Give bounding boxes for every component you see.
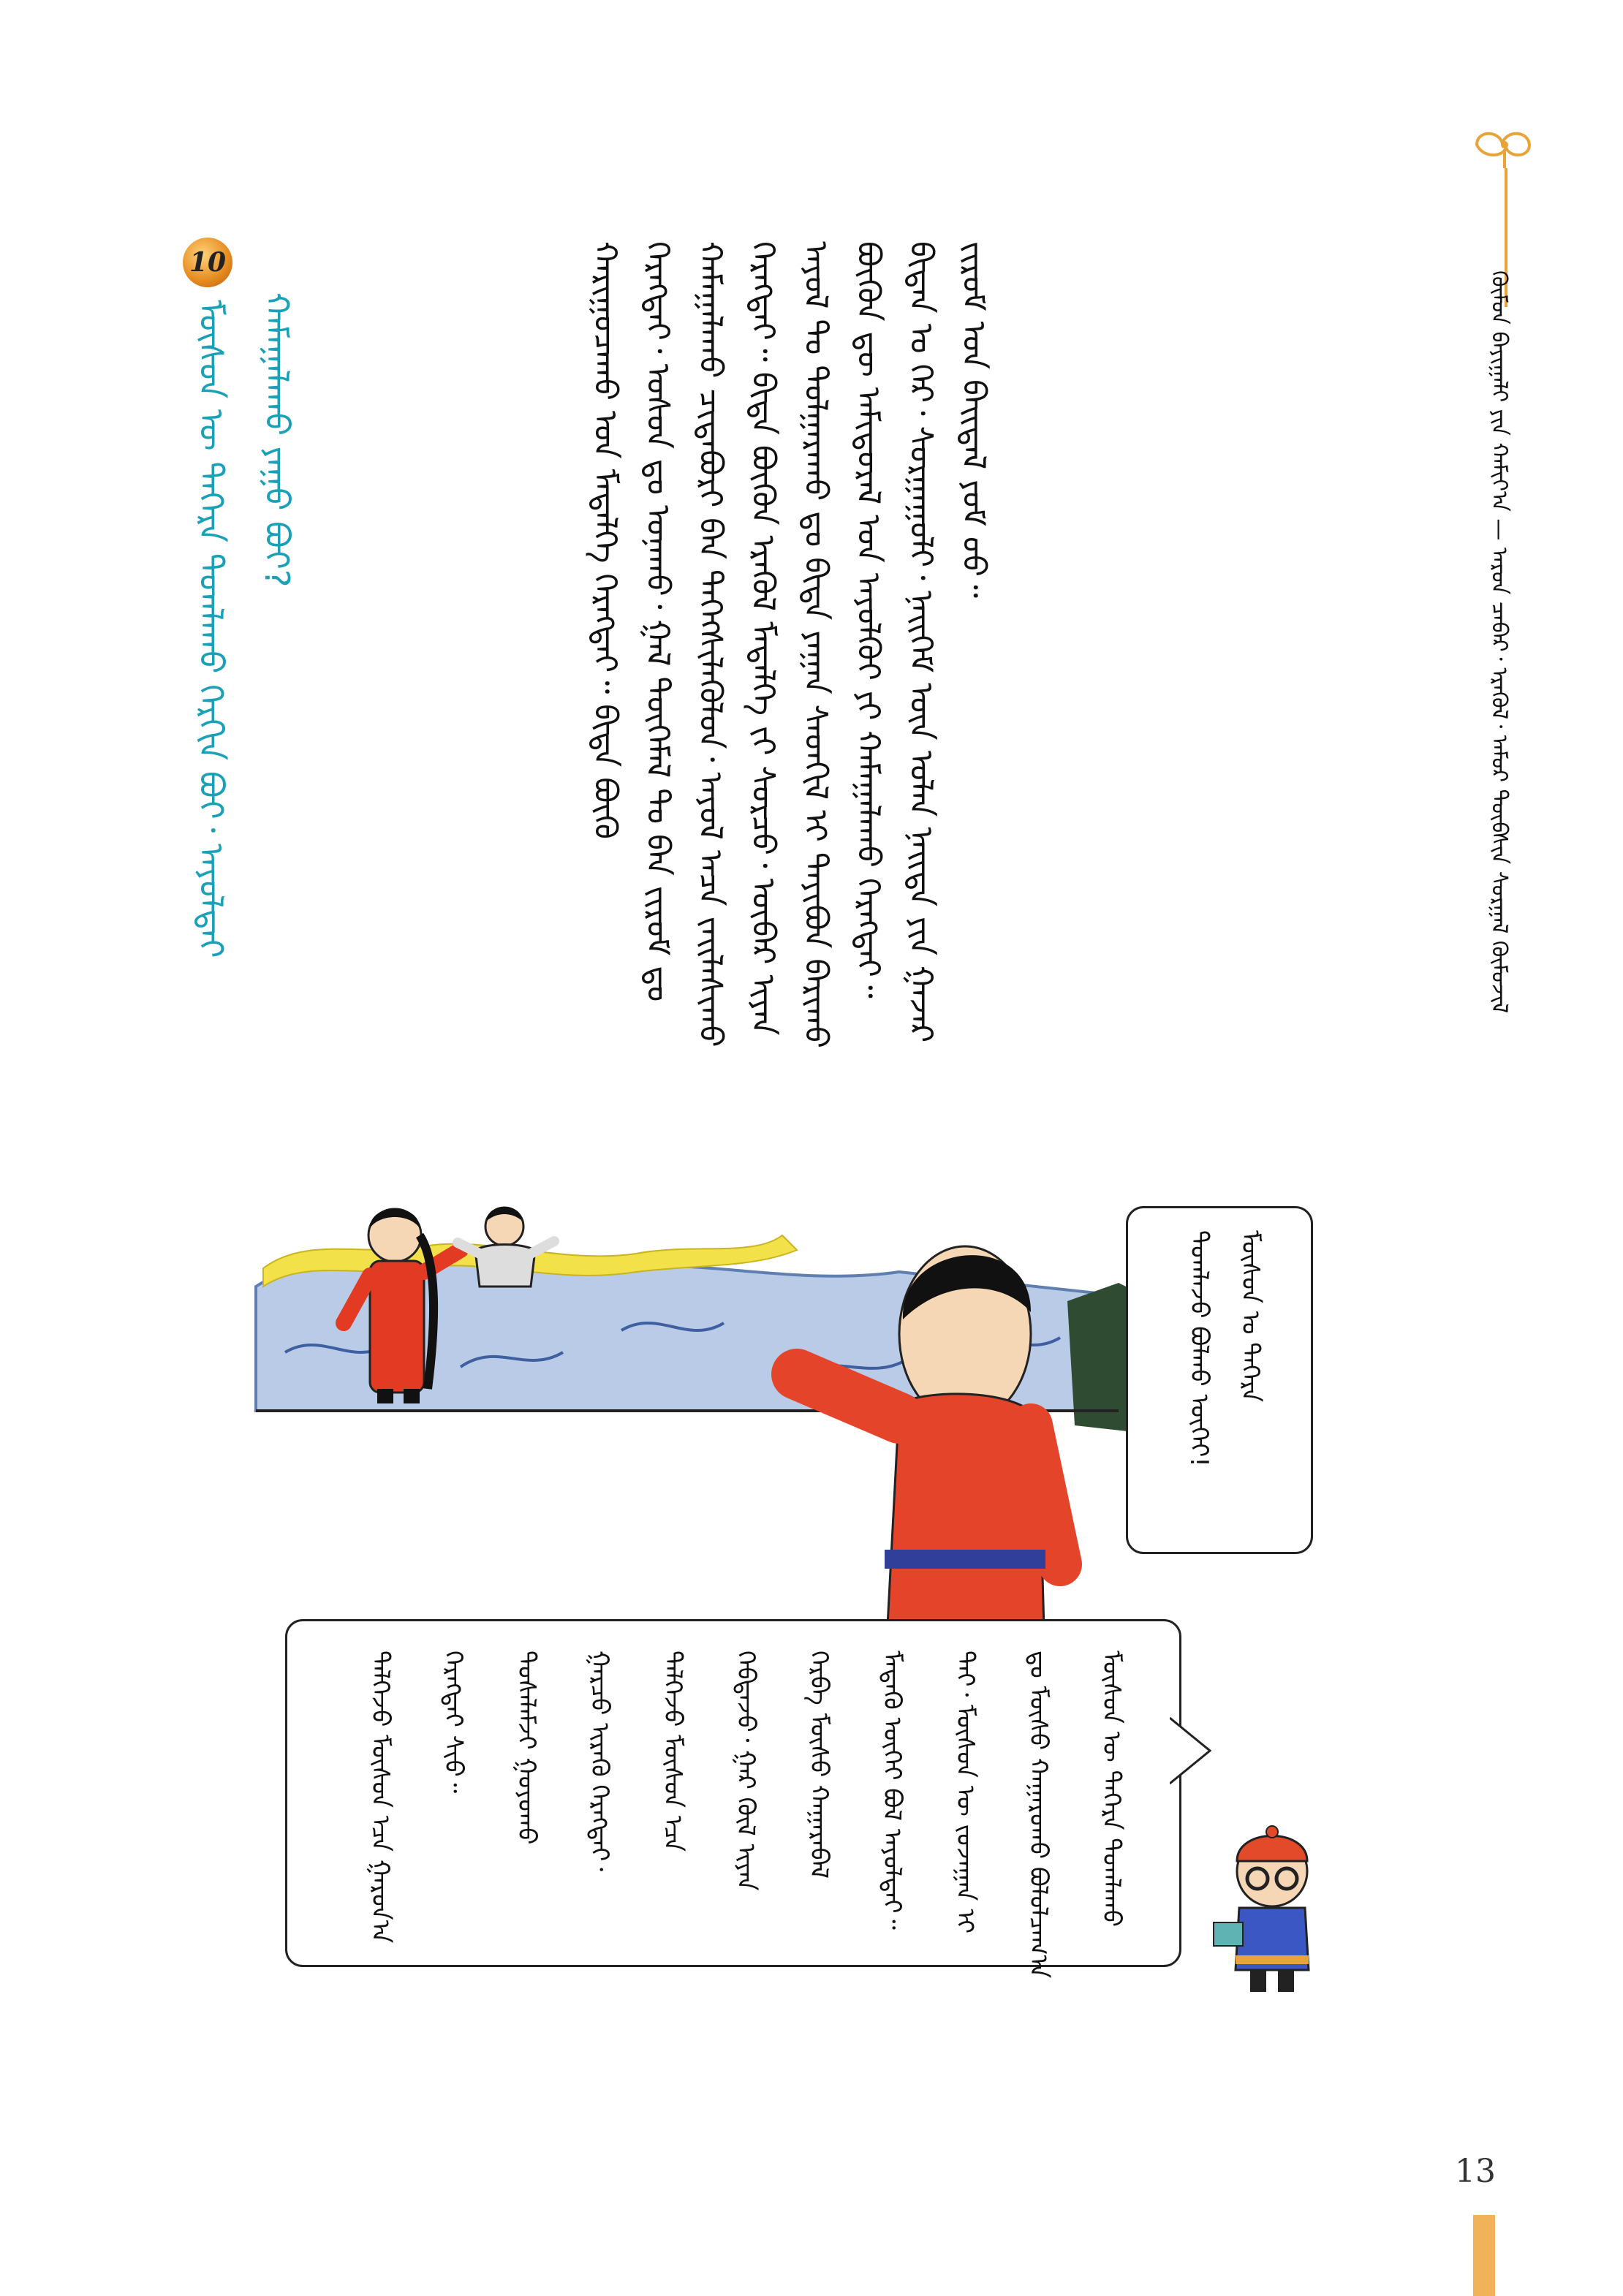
body-line: ᠬᠠᠷᠢᠭᠤᠴᠠᠬᠤ ᠤᠨ ᠮᠡᠳᠡᠯᠭᠡ ᠬᠡᠷᠡᠭᠲᠡᠢ᠃ ᠪᠢᠳᠡ ᠪᠦᠬᠦ	[586, 241, 624, 839]
header-ornament	[1469, 123, 1543, 168]
question-number-badge: 10	[183, 238, 232, 287]
narrator-line: ᠳᠡᠯᠭᠡᠵᠦ ᠮᠥᠰᠦᠨ ᠡᠴᠡ	[658, 1651, 687, 1852]
page-edge-bar	[1473, 2215, 1495, 2296]
narrator-line: ᠭᠠᠷᠴᠤ ᠢᠷᠡᠬᠦ ᠬᠡᠷᠡᠭᠲᠡᠢ᠂	[585, 1651, 614, 1872]
narrator-line: ᠳᠡᠯᠭᠡᠵᠦ ᠮᠥᠰᠦᠨ ᠡᠴᠡ ᠭᠠᠷᠤᠨ᠎ᠠ	[366, 1651, 395, 1944]
narrator-line: ᠲᠤᠰᠠᠯᠠᠮᠵᠢ ᠭᠤᠶᠤᠬᠤ	[512, 1651, 541, 1845]
narrator-line: ᠲᠠᠢ᠂ ᠮᠥᠰᠦᠨ ᠦ ᠵᠤᠵᠠᠭᠠᠨ ᠢ	[950, 1651, 980, 1934]
body-line: ᠪᠢᠳᠡᠨ ᠤ ᠭᠡᠷ᠂ ᠰᠤᠷᠭᠠᠭᠤᠯᠢ᠂ ᠨᠡᠢᠭᠡᠮ ᠦᠨ ᠤᠯᠠᠨ ᠨᠡᠢᠲᠡ ᠶᠢᠨ ᠭᠠᠵᠠᠷ	[902, 241, 939, 1043]
body-line: ᠠᠶᠤᠯ ᠲᠤ ᠲᠤᠯᠭᠠᠷᠠᠬᠤ ᠳᠤ ᠪᠢᠳᠡ ᠶᠠᠭᠠᠨ ᠰᠡᠳᠬᠢᠯ ᠢ ᠲᠠᠶᠢᠪᠤᠨ ᠪᠠᠷᠢᠬᠤ	[797, 241, 834, 1048]
body-line: ᠬᠡᠷᠡᠭᠲᠡᠢ᠂ ᠤᠰᠤᠨ ᠳᠤ ᠤᠨᠠᠬᠤ᠂ ᠭᠠᠯ ᠲᠦᠭᠡᠮᠡᠯ ᠲᠤ ᠪᠠᠨ ᠵᠢᠷᠤᠮ ᠳᠤ	[639, 241, 676, 1002]
narrator-bubble-tail	[1170, 1710, 1214, 1791]
body-line: ᠵᠢᠷᠤᠮ ᠤᠨ ᠪᠠᠢᠳᠠᠯ ᠶᠤᠮ ᠦᠦ᠃	[955, 241, 992, 598]
question-line-1: ᠮᠥᠰᠦᠨ ᠦ ᠳᠡᠭᠡᠷᠡ ᠲᠣᠭᠯᠠᠬᠤ ᠬᠡᠷᠬᠢᠨ ᠪᠤᠢ᠂ ᠠᠶᠤᠯᠲᠠᠢ	[192, 300, 231, 958]
body-line: ᠬᠠᠮᠠᠭᠠᠯᠠᠬᠤ ᠴᠢᠳᠠᠪᠤᠷᠢ ᠪᠠᠨ ᠳᠡᠭᠡᠭᠰᠢᠯᠡᠭᠦᠯᠦᠨ᠂ ᠠᠶᠤᠯ ᠠᠴᠠ ᠵᠠᠢᠯᠠᠰᠢᠬᠤ	[692, 241, 729, 1047]
narrator-line: ᠬᠡᠪᠲᠡᠵᠦ᠂ ᠭᠠᠷ ᠬᠥᠯ ᠢᠶᠡᠨ	[731, 1651, 760, 1891]
question-line-2: ᠬᠠᠮᠠᠭᠠᠯᠠᠬᠤ ᠶᠠᠭᠤ ᠪᠤᠢ?	[257, 292, 297, 588]
narrator-line: ᠳᠤ ᠮᠥᠰᠦ ᠬᠠᠭᠠᠷᠤᠬᠤ ᠪᠣᠯᠣᠯᠴᠠᠭ᠎ᠠ	[1024, 1651, 1053, 1979]
page-number: 13	[1455, 2153, 1496, 2190]
narrator-line: ᠮᠥᠰᠦᠨ ᠦ ᠳᠡᠭᠡᠷᠡ ᠲᠣᠭᠯᠠᠬᠤ	[1097, 1651, 1126, 1928]
narrator-line: ᠬᠡᠷᠡᠭᠲᠡᠢ ᠰᠢᠦ᠃	[439, 1651, 468, 1794]
running-title: ᠬᠦᠮᠦᠨ ᠪᠠᠶᠢᠭᠠᠯᠢ ᠶᠢᠨ ᠬᠠᠮᠢᠶ᠎ᠠ — ᠠᠷᠤᠨ ᠴᠡᠪᠡᠷ᠂ ᠡᠷᠡᠭᠦᠯ᠂ ᠠᠮᠤᠷ ᠲᠦᠪᠰᠢᠨ ᠰᠤᠷᠭᠠᠯ ᠬᠦᠮᠦᠵᠢᠯ	[1486, 270, 1512, 1014]
body-line: ᠬᠡᠷᠡᠭᠲᠡᠢ᠃ ᠪᠢᠳᠡ ᠪᠦᠬᠦᠨ ᠡᠷᠡᠭᠦᠯ ᠮᠡᠳᠡᠯᠭᠡ ᠵᠢ ᠰᠤᠷᠴᠤ᠂ ᠥᠪᠡᠷ ᠢᠶᠡᠨ	[744, 241, 782, 1036]
boy-speech-bubble	[1126, 1206, 1313, 1554]
narrator-figure	[1199, 1820, 1345, 2003]
narrator-line: ᠬᠡᠷᠪᠡ ᠮᠥᠰᠦ ᠬᠠᠭᠠᠷᠠᠪᠠᠯ	[804, 1651, 833, 1879]
boy-shout-line: ᠲᠣᠭᠯᠠᠵᠤ ᠪᠣᠯᠬᠤ ᠦᠭᠡᠢ!	[1184, 1230, 1214, 1467]
boy-shout-line: ᠮᠥᠰᠦᠨ ᠤ ᠳᠡᠭᠡᠷᠡ	[1236, 1230, 1265, 1403]
narrator-speech-bubble	[285, 1619, 1181, 1979]
narrator-line: ᠮᠡᠳᠡᠬᠦ ᠦᠭᠡᠢ ᠪᠣᠯ ᠠᠶᠤᠯᠲᠠᠢ᠃	[877, 1651, 907, 1930]
body-line: ᠪᠦᠬᠦᠨ ᠳᠦ ᠠᠮᠢᠳᠤᠷᠠᠯ ᠤᠨ ᠠᠶᠤᠯᠭᠦᠢ ᠶᠢ ᠬᠠᠮᠠᠭᠠᠯᠠᠬᠤ ᠬᠡᠷᠡᠭᠲᠡᠢ᠃	[850, 241, 887, 999]
